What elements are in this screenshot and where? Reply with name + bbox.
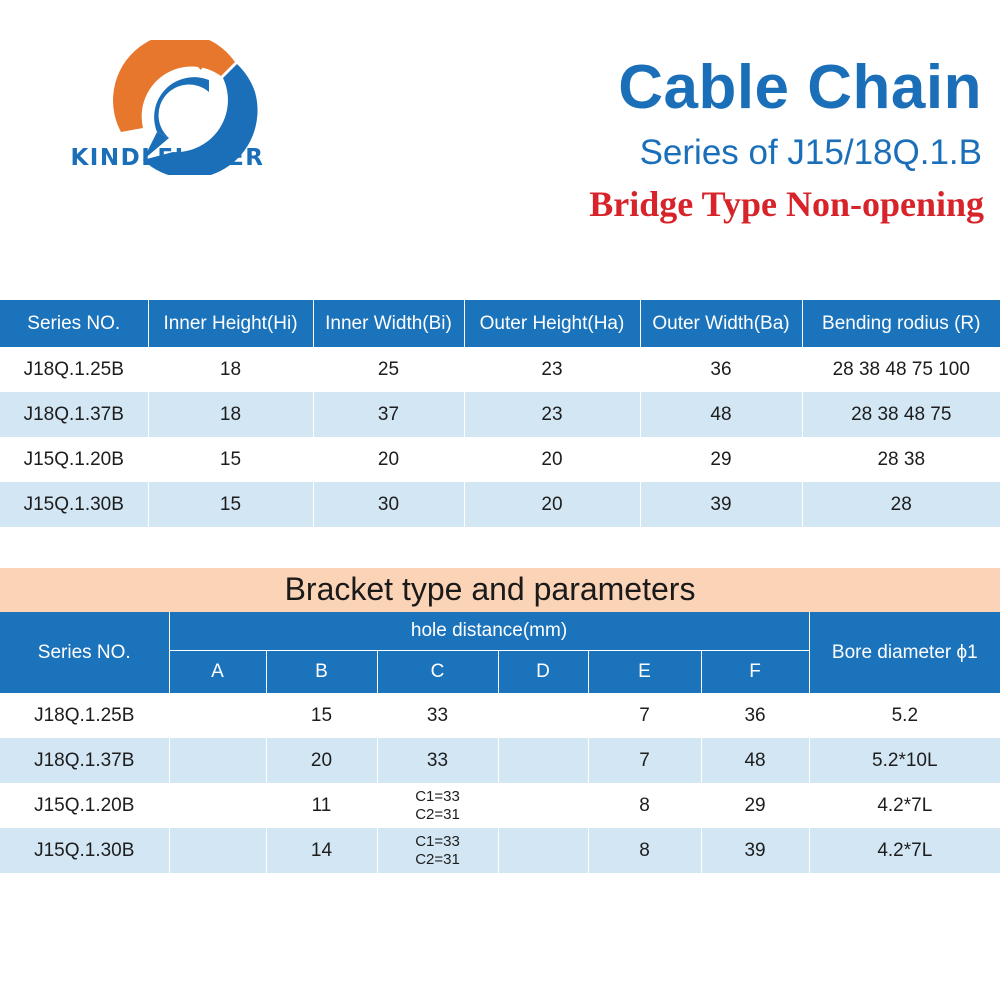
col-header: A xyxy=(169,651,266,694)
table-row xyxy=(0,392,1000,437)
cell-c xyxy=(377,693,498,738)
cell-inner-width: 30 xyxy=(313,482,464,527)
cell-f: 36 xyxy=(701,693,809,738)
cell-bending-radius: 28 xyxy=(802,482,1000,527)
cell-inner-height: 15 xyxy=(148,482,313,527)
col-header: Inner Height(Hi) xyxy=(148,300,313,347)
cell-a xyxy=(169,693,266,738)
cell-f: 48 xyxy=(701,738,809,783)
table-row xyxy=(0,437,1000,482)
cell-inner-height: 18 xyxy=(148,347,313,392)
cell-outer-height: 20 xyxy=(464,437,640,482)
cell-c1: 33 xyxy=(426,749,449,771)
cell-series: J18Q.1.37B xyxy=(0,738,169,783)
cell-outer-height: 23 xyxy=(464,392,640,437)
page-subtitle: Series of J15/18Q.1.B xyxy=(639,133,982,172)
cell-series: J15Q.1.20B xyxy=(0,437,148,482)
bracket-header-row xyxy=(0,612,1000,651)
table-row xyxy=(0,738,1000,783)
cell-outer-width: 36 xyxy=(640,347,802,392)
cell-c xyxy=(377,738,498,783)
cell-a xyxy=(169,783,266,828)
cell-outer-height: 20 xyxy=(464,482,640,527)
cell-inner-width: 25 xyxy=(313,347,464,392)
spec-table-header xyxy=(0,300,1000,347)
col-header-bore: Bore diameter ϕ1 xyxy=(809,612,1000,693)
cell-f: 39 xyxy=(701,828,809,873)
cell-inner-width: 37 xyxy=(313,392,464,437)
cell-e: 7 xyxy=(588,738,701,783)
cell-e: 7 xyxy=(588,693,701,738)
col-header: B xyxy=(266,651,377,694)
cell-outer-height: 23 xyxy=(464,347,640,392)
table-row xyxy=(0,347,1000,392)
col-header: D xyxy=(498,651,588,694)
col-header: Bending rodius (R) xyxy=(802,300,1000,347)
col-header: Inner Width(Bi) xyxy=(313,300,464,347)
cell-c2: C2=31 xyxy=(415,805,460,823)
cell-c1: C1=33 xyxy=(415,787,460,805)
cell-c1: 33 xyxy=(426,704,449,726)
cell-c1: C1=33 xyxy=(415,832,460,850)
cell-d xyxy=(498,693,588,738)
cell-a xyxy=(169,828,266,873)
col-header: E xyxy=(588,651,701,694)
cell-a xyxy=(169,738,266,783)
cell-b: 14 xyxy=(266,828,377,873)
cell-outer-width: 29 xyxy=(640,437,802,482)
col-header: Outer Width(Ba) xyxy=(640,300,802,347)
cell-bending-radius: 28 38 48 75 100 xyxy=(802,347,1000,392)
col-header: Outer Height(Ha) xyxy=(464,300,640,347)
cell-bore: 4.2*7L xyxy=(809,828,1000,873)
col-header-series: Series NO. xyxy=(0,612,169,693)
cell-b: 11 xyxy=(266,783,377,828)
cell-inner-width: 20 xyxy=(313,437,464,482)
cell-d xyxy=(498,738,588,783)
cell-series: J18Q.1.37B xyxy=(0,392,148,437)
cell-series: J18Q.1.25B xyxy=(0,347,148,392)
type-label: Bridge Type Non-opening xyxy=(589,184,984,224)
bracket-table xyxy=(0,612,1000,873)
brand-logo xyxy=(45,40,290,180)
cell-inner-height: 15 xyxy=(148,437,313,482)
table-row xyxy=(0,828,1000,873)
cell-b: 15 xyxy=(266,693,377,738)
col-header: C xyxy=(377,651,498,694)
table-row xyxy=(0,482,1000,527)
cell-outer-width: 48 xyxy=(640,392,802,437)
cell-bore: 5.2 xyxy=(809,693,1000,738)
cell-inner-height: 18 xyxy=(148,392,313,437)
col-header: Series NO. xyxy=(0,300,148,347)
table-row xyxy=(0,693,1000,738)
cell-bending-radius: 28 38 48 75 xyxy=(802,392,1000,437)
cell-e: 8 xyxy=(588,828,701,873)
spec-table xyxy=(0,300,1000,527)
cell-e: 8 xyxy=(588,783,701,828)
cell-bore: 4.2*7L xyxy=(809,783,1000,828)
col-header: F xyxy=(701,651,809,694)
cell-outer-width: 39 xyxy=(640,482,802,527)
cell-b: 20 xyxy=(266,738,377,783)
cell-d xyxy=(498,783,588,828)
cell-series: J15Q.1.20B xyxy=(0,783,169,828)
cell-c2: C2=31 xyxy=(415,850,460,868)
table-row xyxy=(0,783,1000,828)
cell-bore: 5.2*10L xyxy=(809,738,1000,783)
bracket-title: Bracket type and parameters xyxy=(284,571,696,607)
cell-d xyxy=(498,828,588,873)
cell-c xyxy=(377,783,498,828)
brand-name: KINDLELASER xyxy=(70,145,265,171)
col-header-hole-distance: hole distance(mm) xyxy=(169,612,809,651)
cell-f: 29 xyxy=(701,783,809,828)
cell-c xyxy=(377,828,498,873)
cell-series: J18Q.1.25B xyxy=(0,693,169,738)
cell-bending-radius: 28 38 xyxy=(802,437,1000,482)
cell-series: J15Q.1.30B xyxy=(0,828,169,873)
cell-series: J15Q.1.30B xyxy=(0,482,148,527)
page-title: Cable Chain xyxy=(618,53,982,122)
